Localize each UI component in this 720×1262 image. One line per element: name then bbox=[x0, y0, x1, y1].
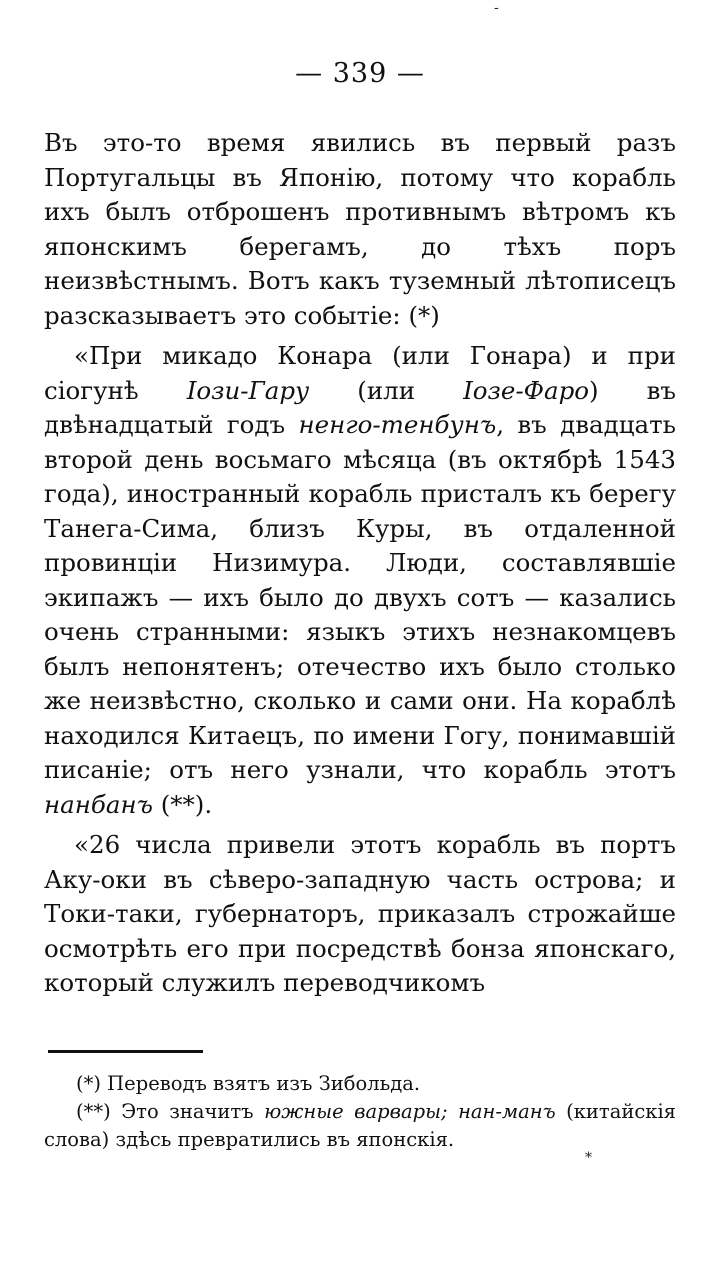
footnote-2-seg-2: (китайскія слова) здѣсь превратились въ японскія. bbox=[44, 1100, 676, 1151]
paragraph-2 bbox=[44, 339, 676, 822]
paragraph-2-seg-7: нанбанъ bbox=[44, 789, 153, 819]
paragraph-2-seg-6: , въ двадцать второй день восьмаго мѣсяца (въ октябрѣ 1543 года), иностранный корабль присталъ къ берегу Танега-Сима, близъ Куры, въ отдаленной провинціи Низимура. Люди, составлявшіе экипажъ — ихъ было до двухъ сотъ — казались очень странными: языкъ этихъ незнакомцевъ былъ непонятенъ; отечество ихъ было столько же неизвѣстно, сколько и сами они. На кораблѣ находился Китаецъ, по имени Гогу, понимавшій писаніе; отъ него узнали, что корабль этотъ bbox=[44, 410, 676, 784]
footnote-2-seg-1: южные варвары; нан-манъ bbox=[264, 1100, 556, 1123]
footnote-2 bbox=[44, 1098, 676, 1154]
paragraph-3 bbox=[44, 828, 676, 1001]
paragraph-3-text: «26 числа привели этотъ корабль въ портъ Аку-оки въ сѣверо-западную часть острова; и Токи-таки, губернаторъ, приказалъ строжайше осмотрѣть его при посредствѣ бонза японскаго, который служилъ переводчикомъ bbox=[44, 830, 676, 997]
paragraph-2-seg-1: Іози-Гару bbox=[186, 375, 310, 405]
paragraph-2-seg-5: ненго-тенбунъ bbox=[298, 410, 497, 439]
paragraph-2-seg-0: «При микадо Конара (или Гонара) и при сіогунѣ bbox=[44, 341, 676, 405]
paragraph-1-text: Въ это-то время явились въ первый разъ Португальцы въ Японію, потому что корабль ихъ былъ отброшенъ противнымъ вѣтромъ къ японскимъ берегамъ, до тѣхъ поръ неизвѣстнымъ. Вотъ какъ туземный лѣтописецъ разсказываетъ это событіе: (*) bbox=[44, 128, 676, 330]
paragraph-2-seg-3: Іозе-Фаро bbox=[463, 375, 590, 405]
footnote-1-text: (*) Переводъ взятъ изъ Зибольда. bbox=[76, 1072, 421, 1095]
footnote-1 bbox=[44, 1070, 676, 1098]
stray-mark-bottom: * bbox=[585, 1150, 592, 1166]
footnote-2-seg-0: (**) Это значитъ bbox=[76, 1100, 265, 1123]
paragraph-2-seg-2: (или bbox=[309, 375, 464, 405]
footnotes bbox=[44, 1070, 676, 1154]
page-number: — 339 — bbox=[295, 58, 425, 89]
paragraph-1 bbox=[44, 126, 676, 333]
paragraph-2-seg-4: ) въ двѣнадцатый годъ bbox=[44, 375, 677, 439]
paragraph-2-seg-8: (**). bbox=[152, 789, 213, 819]
body-text bbox=[44, 126, 676, 1001]
stray-mark-top: - bbox=[494, 0, 499, 16]
footnote-divider bbox=[48, 1050, 203, 1053]
